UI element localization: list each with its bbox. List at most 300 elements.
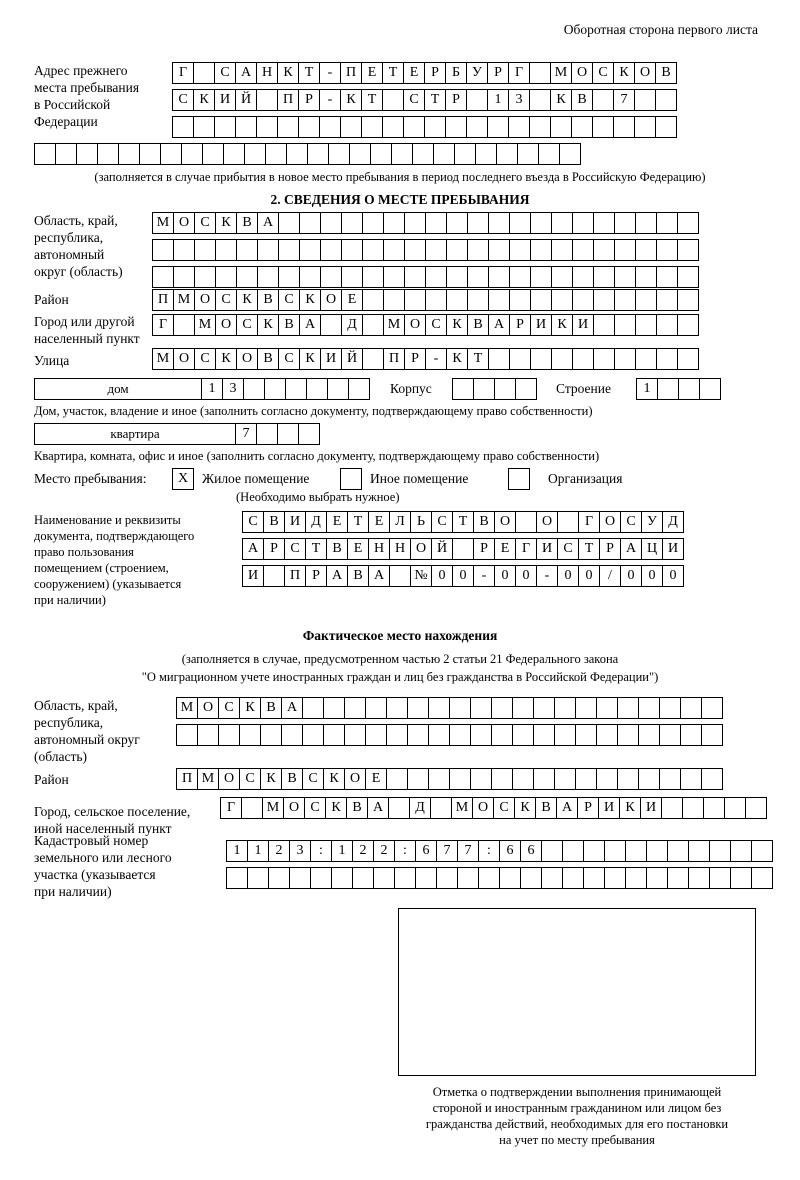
- char-cell[interactable]: [596, 697, 618, 719]
- stamp-box[interactable]: [398, 908, 756, 1076]
- char-cell[interactable]: [551, 348, 573, 370]
- char-cell[interactable]: 1: [226, 840, 248, 862]
- char-cell[interactable]: [340, 116, 362, 138]
- char-cell[interactable]: И: [242, 565, 264, 587]
- char-cell[interactable]: [703, 797, 725, 819]
- char-cell[interactable]: 1: [201, 378, 223, 400]
- char-cell[interactable]: [470, 768, 492, 790]
- char-cell[interactable]: 2: [352, 840, 374, 862]
- char-cell[interactable]: О: [494, 511, 516, 533]
- char-cell[interactable]: [614, 266, 636, 288]
- char-cell[interactable]: Е: [368, 511, 390, 533]
- char-cell[interactable]: [520, 867, 542, 889]
- char-cell[interactable]: [614, 289, 636, 311]
- char-cell[interactable]: [593, 239, 615, 261]
- char-cell[interactable]: К: [550, 89, 572, 111]
- char-cell[interactable]: [593, 314, 615, 336]
- stroenie-cells[interactable]: [636, 378, 720, 400]
- char-cell[interactable]: [281, 724, 303, 746]
- char-cell[interactable]: П: [340, 62, 362, 84]
- char-cell[interactable]: С: [172, 89, 194, 111]
- char-cell[interactable]: [635, 314, 657, 336]
- char-cell[interactable]: 1: [331, 840, 353, 862]
- char-cell[interactable]: [509, 348, 531, 370]
- char-cell[interactable]: С: [592, 62, 614, 84]
- char-cell[interactable]: [656, 212, 678, 234]
- char-cell[interactable]: М: [194, 314, 216, 336]
- char-cell[interactable]: 0: [494, 565, 516, 587]
- char-cell[interactable]: У: [466, 62, 488, 84]
- char-cell[interactable]: А: [488, 314, 510, 336]
- char-cell[interactable]: [299, 239, 321, 261]
- char-cell[interactable]: В: [281, 768, 303, 790]
- char-cell[interactable]: [382, 89, 404, 111]
- char-cell[interactable]: [596, 724, 618, 746]
- char-cell[interactable]: [286, 143, 308, 165]
- char-cell[interactable]: М: [152, 348, 174, 370]
- char-cell[interactable]: [365, 724, 387, 746]
- char-cell[interactable]: Д: [305, 511, 327, 533]
- char-cell[interactable]: [362, 239, 384, 261]
- char-cell[interactable]: О: [571, 62, 593, 84]
- char-cell[interactable]: [361, 116, 383, 138]
- char-cell[interactable]: №: [410, 565, 432, 587]
- section2-region-row-1[interactable]: [152, 212, 698, 234]
- char-cell[interactable]: У: [641, 511, 663, 533]
- char-cell[interactable]: [383, 289, 405, 311]
- char-cell[interactable]: [559, 143, 581, 165]
- char-cell[interactable]: В: [236, 212, 258, 234]
- place-type-checkbox-organization[interactable]: [508, 468, 530, 490]
- char-cell[interactable]: В: [346, 797, 368, 819]
- char-cell[interactable]: [299, 212, 321, 234]
- prev-address-row-1[interactable]: [172, 62, 676, 84]
- char-cell[interactable]: [436, 867, 458, 889]
- char-cell[interactable]: [370, 143, 392, 165]
- char-cell[interactable]: Е: [361, 62, 383, 84]
- char-cell[interactable]: [118, 143, 140, 165]
- char-cell[interactable]: 6: [415, 840, 437, 862]
- char-cell[interactable]: М: [197, 768, 219, 790]
- char-cell[interactable]: [614, 239, 636, 261]
- char-cell[interactable]: [428, 724, 450, 746]
- char-cell[interactable]: [515, 378, 537, 400]
- char-cell[interactable]: [659, 697, 681, 719]
- char-cell[interactable]: [604, 840, 626, 862]
- char-cell[interactable]: [160, 143, 182, 165]
- char-cell[interactable]: [541, 840, 563, 862]
- char-cell[interactable]: Й: [431, 538, 453, 560]
- char-cell[interactable]: [404, 266, 426, 288]
- char-cell[interactable]: [383, 266, 405, 288]
- char-cell[interactable]: П: [176, 768, 198, 790]
- char-cell[interactable]: И: [598, 797, 620, 819]
- char-cell[interactable]: [263, 565, 285, 587]
- char-cell[interactable]: [677, 314, 699, 336]
- char-cell[interactable]: [494, 378, 516, 400]
- char-cell[interactable]: К: [325, 797, 347, 819]
- char-cell[interactable]: [551, 266, 573, 288]
- char-cell[interactable]: [487, 116, 509, 138]
- char-cell[interactable]: Р: [445, 89, 467, 111]
- char-cell[interactable]: С: [236, 314, 258, 336]
- char-cell[interactable]: А: [556, 797, 578, 819]
- char-cell[interactable]: [473, 378, 495, 400]
- char-cell[interactable]: [362, 314, 384, 336]
- char-cell[interactable]: 1: [247, 840, 269, 862]
- char-cell[interactable]: 0: [662, 565, 684, 587]
- char-cell[interactable]: [530, 212, 552, 234]
- char-cell[interactable]: [454, 143, 476, 165]
- char-cell[interactable]: [407, 697, 429, 719]
- char-cell[interactable]: Т: [361, 89, 383, 111]
- char-cell[interactable]: [386, 724, 408, 746]
- char-cell[interactable]: В: [257, 348, 279, 370]
- char-cell[interactable]: [265, 143, 287, 165]
- char-cell[interactable]: [509, 239, 531, 261]
- char-cell[interactable]: [173, 314, 195, 336]
- char-cell[interactable]: [172, 116, 194, 138]
- char-cell[interactable]: С: [218, 697, 240, 719]
- char-cell[interactable]: Н: [368, 538, 390, 560]
- char-cell[interactable]: [478, 867, 500, 889]
- char-cell[interactable]: [328, 143, 350, 165]
- char-cell[interactable]: [425, 289, 447, 311]
- char-cell[interactable]: [173, 239, 195, 261]
- char-cell[interactable]: [352, 867, 374, 889]
- char-cell[interactable]: К: [551, 314, 573, 336]
- char-cell[interactable]: :: [310, 840, 332, 862]
- char-cell[interactable]: Р: [487, 62, 509, 84]
- char-cell[interactable]: [625, 867, 647, 889]
- char-cell[interactable]: Р: [305, 565, 327, 587]
- char-cell[interactable]: :: [478, 840, 500, 862]
- char-cell[interactable]: Ц: [641, 538, 663, 560]
- char-cell[interactable]: [646, 840, 668, 862]
- char-cell[interactable]: [554, 697, 576, 719]
- char-cell[interactable]: [659, 724, 681, 746]
- char-cell[interactable]: [407, 768, 429, 790]
- char-cell[interactable]: В: [655, 62, 677, 84]
- char-cell[interactable]: С: [239, 768, 261, 790]
- char-cell[interactable]: Ь: [410, 511, 432, 533]
- char-cell[interactable]: [656, 348, 678, 370]
- section2-region-row-2[interactable]: [152, 239, 698, 261]
- section2-street-row[interactable]: [152, 348, 698, 370]
- char-cell[interactable]: Д: [409, 797, 431, 819]
- char-cell[interactable]: [446, 212, 468, 234]
- char-cell[interactable]: [512, 724, 534, 746]
- char-cell[interactable]: [657, 378, 679, 400]
- char-cell[interactable]: О: [283, 797, 305, 819]
- char-cell[interactable]: [403, 116, 425, 138]
- char-cell[interactable]: [745, 797, 767, 819]
- char-cell[interactable]: В: [257, 289, 279, 311]
- char-cell[interactable]: [701, 724, 723, 746]
- char-cell[interactable]: К: [514, 797, 536, 819]
- char-cell[interactable]: [446, 239, 468, 261]
- char-cell[interactable]: [193, 62, 215, 84]
- char-cell[interactable]: Г: [220, 797, 242, 819]
- char-cell[interactable]: [173, 266, 195, 288]
- prev-address-row-4[interactable]: [34, 143, 580, 165]
- char-cell[interactable]: К: [193, 89, 215, 111]
- char-cell[interactable]: [236, 266, 258, 288]
- char-cell[interactable]: [533, 697, 555, 719]
- char-cell[interactable]: Г: [172, 62, 194, 84]
- char-cell[interactable]: [638, 697, 660, 719]
- char-cell[interactable]: [512, 697, 534, 719]
- char-cell[interactable]: А: [242, 538, 264, 560]
- char-cell[interactable]: С: [215, 289, 237, 311]
- char-cell[interactable]: [470, 724, 492, 746]
- char-cell[interactable]: [425, 239, 447, 261]
- char-cell[interactable]: Р: [404, 348, 426, 370]
- char-cell[interactable]: М: [176, 697, 198, 719]
- char-cell[interactable]: К: [446, 314, 468, 336]
- char-cell[interactable]: Г: [508, 62, 530, 84]
- char-cell[interactable]: [278, 239, 300, 261]
- char-cell[interactable]: [699, 378, 721, 400]
- char-cell[interactable]: :: [394, 840, 416, 862]
- char-cell[interactable]: [533, 768, 555, 790]
- char-cell[interactable]: Е: [341, 289, 363, 311]
- char-cell[interactable]: О: [236, 348, 258, 370]
- char-cell[interactable]: [656, 239, 678, 261]
- char-cell[interactable]: [530, 266, 552, 288]
- char-cell[interactable]: [562, 840, 584, 862]
- char-cell[interactable]: М: [173, 289, 195, 311]
- char-cell[interactable]: О: [320, 289, 342, 311]
- char-cell[interactable]: [562, 867, 584, 889]
- char-cell[interactable]: Д: [341, 314, 363, 336]
- char-cell[interactable]: О: [218, 768, 240, 790]
- char-cell[interactable]: [488, 348, 510, 370]
- char-cell[interactable]: [551, 289, 573, 311]
- char-cell[interactable]: [488, 212, 510, 234]
- place-type-checkbox-residential[interactable]: X: [172, 468, 194, 490]
- char-cell[interactable]: [659, 768, 681, 790]
- char-cell[interactable]: В: [263, 511, 285, 533]
- char-cell[interactable]: [241, 797, 263, 819]
- char-cell[interactable]: [508, 116, 530, 138]
- char-cell[interactable]: [320, 266, 342, 288]
- char-cell[interactable]: 3: [289, 840, 311, 862]
- char-cell[interactable]: [383, 239, 405, 261]
- char-cell[interactable]: [433, 143, 455, 165]
- char-cell[interactable]: [617, 697, 639, 719]
- char-cell[interactable]: И: [284, 511, 306, 533]
- char-cell[interactable]: Е: [403, 62, 425, 84]
- char-cell[interactable]: О: [173, 212, 195, 234]
- char-cell[interactable]: [512, 768, 534, 790]
- char-cell[interactable]: [530, 289, 552, 311]
- char-cell[interactable]: С: [425, 314, 447, 336]
- char-cell[interactable]: [425, 212, 447, 234]
- char-cell[interactable]: Т: [382, 62, 404, 84]
- char-cell[interactable]: [194, 239, 216, 261]
- char-cell[interactable]: [457, 867, 479, 889]
- char-cell[interactable]: 0: [452, 565, 474, 587]
- char-cell[interactable]: [551, 239, 573, 261]
- char-cell[interactable]: О: [404, 314, 426, 336]
- char-cell[interactable]: [310, 867, 332, 889]
- char-cell[interactable]: [365, 697, 387, 719]
- char-cell[interactable]: М: [451, 797, 473, 819]
- char-cell[interactable]: К: [340, 89, 362, 111]
- char-cell[interactable]: [235, 116, 257, 138]
- char-cell[interactable]: [661, 797, 683, 819]
- char-cell[interactable]: [373, 867, 395, 889]
- char-cell[interactable]: А: [326, 565, 348, 587]
- char-cell[interactable]: [239, 724, 261, 746]
- char-cell[interactable]: О: [173, 348, 195, 370]
- char-cell[interactable]: В: [326, 538, 348, 560]
- char-cell[interactable]: [181, 143, 203, 165]
- char-cell[interactable]: [299, 266, 321, 288]
- char-cell[interactable]: [499, 867, 521, 889]
- char-cell[interactable]: 0: [431, 565, 453, 587]
- char-cell[interactable]: [139, 143, 161, 165]
- char-cell[interactable]: Р: [263, 538, 285, 560]
- char-cell[interactable]: [341, 266, 363, 288]
- char-cell[interactable]: [488, 289, 510, 311]
- char-cell[interactable]: Л: [389, 511, 411, 533]
- char-cell[interactable]: [257, 266, 279, 288]
- actual-district-row[interactable]: [176, 768, 722, 790]
- char-cell[interactable]: [193, 116, 215, 138]
- char-cell[interactable]: [575, 697, 597, 719]
- char-cell[interactable]: [446, 289, 468, 311]
- char-cell[interactable]: К: [299, 348, 321, 370]
- char-cell[interactable]: [496, 143, 518, 165]
- char-cell[interactable]: [307, 143, 329, 165]
- char-cell[interactable]: [428, 768, 450, 790]
- char-cell[interactable]: [677, 212, 699, 234]
- char-cell[interactable]: С: [242, 511, 264, 533]
- char-cell[interactable]: В: [347, 565, 369, 587]
- char-cell[interactable]: Т: [452, 511, 474, 533]
- char-cell[interactable]: К: [277, 62, 299, 84]
- char-cell[interactable]: [202, 143, 224, 165]
- char-cell[interactable]: [323, 724, 345, 746]
- char-cell[interactable]: С: [302, 768, 324, 790]
- char-cell[interactable]: [277, 116, 299, 138]
- char-cell[interactable]: [285, 378, 307, 400]
- char-cell[interactable]: Н: [389, 538, 411, 560]
- char-cell[interactable]: [449, 724, 471, 746]
- char-cell[interactable]: [362, 212, 384, 234]
- char-cell[interactable]: [575, 724, 597, 746]
- char-cell[interactable]: 7: [613, 89, 635, 111]
- char-cell[interactable]: [614, 314, 636, 336]
- char-cell[interactable]: И: [320, 348, 342, 370]
- char-cell[interactable]: [509, 212, 531, 234]
- char-cell[interactable]: 1: [487, 89, 509, 111]
- char-cell[interactable]: [320, 239, 342, 261]
- char-cell[interactable]: В: [535, 797, 557, 819]
- char-cell[interactable]: Т: [305, 538, 327, 560]
- char-cell[interactable]: [428, 697, 450, 719]
- char-cell[interactable]: [488, 266, 510, 288]
- char-cell[interactable]: С: [278, 289, 300, 311]
- char-cell[interactable]: [214, 116, 236, 138]
- char-cell[interactable]: [617, 768, 639, 790]
- char-cell[interactable]: -: [319, 62, 341, 84]
- char-cell[interactable]: [530, 239, 552, 261]
- char-cell[interactable]: [730, 840, 752, 862]
- char-cell[interactable]: 3: [222, 378, 244, 400]
- actual-region-row-1[interactable]: [176, 697, 722, 719]
- char-cell[interactable]: [348, 378, 370, 400]
- char-cell[interactable]: [680, 697, 702, 719]
- char-cell[interactable]: С: [431, 511, 453, 533]
- char-cell[interactable]: [425, 266, 447, 288]
- char-cell[interactable]: 6: [520, 840, 542, 862]
- char-cell[interactable]: 0: [641, 565, 663, 587]
- char-cell[interactable]: Й: [341, 348, 363, 370]
- char-cell[interactable]: [509, 289, 531, 311]
- char-cell[interactable]: Т: [347, 511, 369, 533]
- char-cell[interactable]: [446, 266, 468, 288]
- char-cell[interactable]: [327, 378, 349, 400]
- char-cell[interactable]: [491, 724, 513, 746]
- char-cell[interactable]: [680, 768, 702, 790]
- char-cell[interactable]: [226, 867, 248, 889]
- char-cell[interactable]: К: [619, 797, 641, 819]
- char-cell[interactable]: С: [194, 348, 216, 370]
- char-cell[interactable]: [449, 768, 471, 790]
- char-cell[interactable]: [604, 867, 626, 889]
- char-cell[interactable]: [424, 116, 446, 138]
- char-cell[interactable]: [404, 289, 426, 311]
- char-cell[interactable]: [517, 143, 539, 165]
- char-cell[interactable]: [341, 212, 363, 234]
- char-cell[interactable]: [529, 62, 551, 84]
- char-cell[interactable]: Д: [662, 511, 684, 533]
- char-cell[interactable]: П: [277, 89, 299, 111]
- char-cell[interactable]: -: [425, 348, 447, 370]
- section2-city-row[interactable]: [152, 314, 698, 336]
- char-cell[interactable]: А: [620, 538, 642, 560]
- char-cell[interactable]: [344, 724, 366, 746]
- char-cell[interactable]: [614, 348, 636, 370]
- char-cell[interactable]: [430, 797, 452, 819]
- char-cell[interactable]: Р: [424, 62, 446, 84]
- char-cell[interactable]: /: [599, 565, 621, 587]
- char-cell[interactable]: О: [197, 697, 219, 719]
- char-cell[interactable]: М: [152, 212, 174, 234]
- char-cell[interactable]: С: [194, 212, 216, 234]
- char-cell[interactable]: [638, 768, 660, 790]
- char-cell[interactable]: [491, 768, 513, 790]
- char-cell[interactable]: 7: [235, 423, 257, 445]
- char-cell[interactable]: [256, 116, 278, 138]
- char-cell[interactable]: А: [235, 62, 257, 84]
- char-cell[interactable]: [667, 840, 689, 862]
- char-cell[interactable]: [256, 89, 278, 111]
- char-cell[interactable]: [445, 116, 467, 138]
- char-cell[interactable]: С: [620, 511, 642, 533]
- char-cell[interactable]: [362, 266, 384, 288]
- char-cell[interactable]: Г: [578, 511, 600, 533]
- char-cell[interactable]: К: [299, 289, 321, 311]
- char-cell[interactable]: [278, 266, 300, 288]
- char-cell[interactable]: [682, 797, 704, 819]
- char-cell[interactable]: [197, 724, 219, 746]
- char-cell[interactable]: К: [239, 697, 261, 719]
- char-cell[interactable]: И: [640, 797, 662, 819]
